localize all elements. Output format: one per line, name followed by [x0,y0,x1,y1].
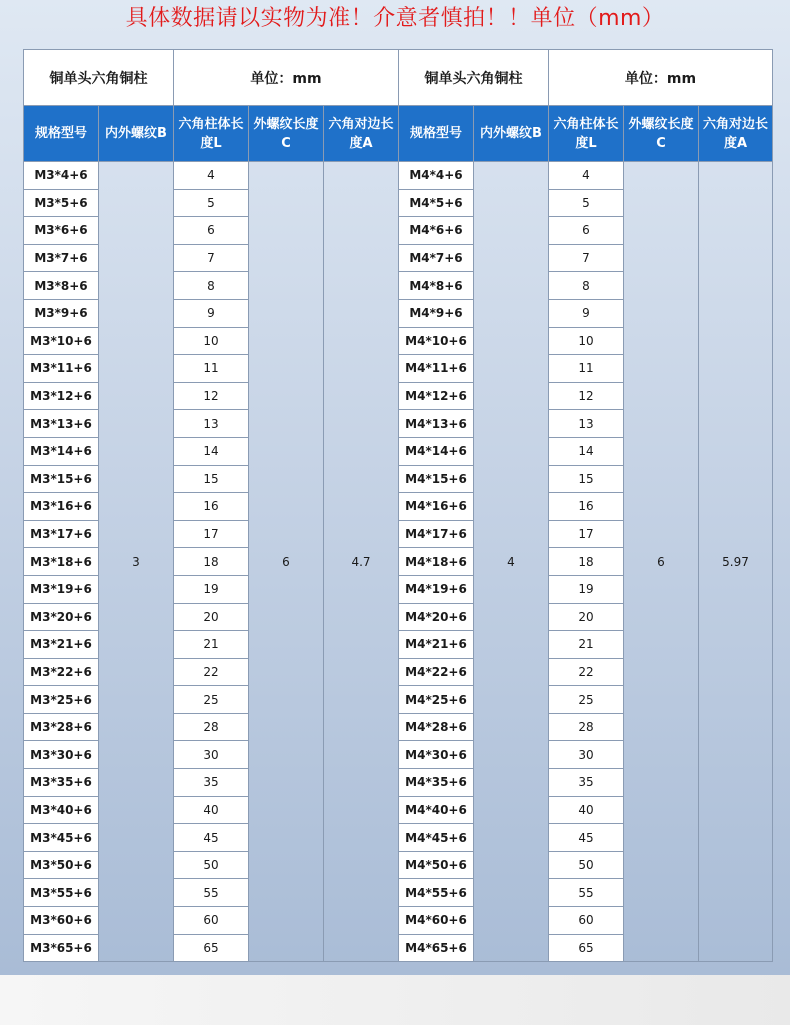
thread-c-cell: 6 [624,162,699,962]
model-cell: M4*8+6 [399,272,474,300]
right-unit-label: 单位：mm [549,50,773,106]
length-l-cell: 40 [174,796,249,824]
spec-table [23,49,773,962]
length-l-cell: 9 [174,299,249,327]
model-cell: M3*10+6 [24,327,99,355]
length-l-cell: 9 [549,299,624,327]
col-header-model: 规格型号 [399,106,474,162]
length-l-cell: 7 [174,244,249,272]
model-cell: M3*55+6 [24,879,99,907]
model-cell: M4*14+6 [399,437,474,465]
model-cell: M4*35+6 [399,769,474,797]
col-header-thread-b: 内外螺纹B [99,106,174,162]
table-title-row [24,50,773,106]
model-cell: M4*13+6 [399,410,474,438]
right-table-title: 铜单头六角铜柱 [399,50,549,106]
length-l-cell: 55 [174,879,249,907]
thread-b-cell: 3 [99,162,174,962]
model-cell: M4*25+6 [399,686,474,714]
col-header-length-l: 六角柱体长度L [174,106,249,162]
model-cell: M4*50+6 [399,851,474,879]
model-cell: M3*21+6 [24,631,99,659]
model-cell: M4*12+6 [399,382,474,410]
length-l-cell: 65 [174,934,249,962]
length-l-cell: 11 [549,355,624,383]
model-cell: M4*20+6 [399,603,474,631]
left-table-title: 铜单头六角铜柱 [24,50,174,106]
model-cell: M4*30+6 [399,741,474,769]
model-cell: M4*21+6 [399,631,474,659]
model-cell: M4*6+6 [399,217,474,245]
thread-b-cell: 4 [474,162,549,962]
model-cell: M3*35+6 [24,769,99,797]
model-cell: M3*4+6 [24,162,99,190]
col-header-hex-a: 六角对边长度A [699,106,773,162]
length-l-cell: 10 [174,327,249,355]
column-header-row [24,106,773,162]
length-l-cell: 60 [174,907,249,935]
notice-banner: 具体数据请以实物为准！介意者慎拍！！单位（mm） [125,6,665,31]
length-l-cell: 11 [174,355,249,383]
model-cell: M4*10+6 [399,327,474,355]
model-cell: M4*22+6 [399,658,474,686]
model-cell: M3*40+6 [24,796,99,824]
model-cell: M3*60+6 [24,907,99,935]
model-cell: M4*45+6 [399,824,474,852]
model-cell: M3*6+6 [24,217,99,245]
length-l-cell: 55 [549,879,624,907]
model-cell: M3*17+6 [24,520,99,548]
hex-a-cell: 5.97 [699,162,773,962]
length-l-cell: 30 [549,741,624,769]
model-cell: M3*19+6 [24,575,99,603]
length-l-cell: 17 [174,520,249,548]
model-cell: M3*14+6 [24,437,99,465]
model-cell: M3*45+6 [24,824,99,852]
length-l-cell: 6 [174,217,249,245]
length-l-cell: 18 [549,548,624,576]
length-l-cell: 15 [174,465,249,493]
col-header-length-l: 六角柱体长度L [549,106,624,162]
length-l-cell: 15 [549,465,624,493]
length-l-cell: 20 [549,603,624,631]
model-cell: M3*25+6 [24,686,99,714]
model-cell: M3*12+6 [24,382,99,410]
length-l-cell: 25 [549,686,624,714]
length-l-cell: 16 [549,493,624,521]
model-cell: M4*11+6 [399,355,474,383]
model-cell: M3*13+6 [24,410,99,438]
length-l-cell: 20 [174,603,249,631]
col-header-thread-b: 内外螺纹B [474,106,549,162]
length-l-cell: 14 [549,437,624,465]
model-cell: M4*65+6 [399,934,474,962]
model-cell: M4*40+6 [399,796,474,824]
model-cell: M4*9+6 [399,299,474,327]
length-l-cell: 4 [174,162,249,190]
length-l-cell: 65 [549,934,624,962]
model-cell: M3*30+6 [24,741,99,769]
length-l-cell: 21 [174,631,249,659]
hex-a-cell: 4.7 [324,162,399,962]
length-l-cell: 12 [549,382,624,410]
spec-table-body [24,162,773,962]
model-cell: M3*65+6 [24,934,99,962]
model-cell: M3*20+6 [24,603,99,631]
model-cell: M4*15+6 [399,465,474,493]
table-row [24,162,773,190]
model-cell: M3*9+6 [24,299,99,327]
col-header-model: 规格型号 [24,106,99,162]
length-l-cell: 28 [549,713,624,741]
model-cell: M3*16+6 [24,493,99,521]
length-l-cell: 12 [174,382,249,410]
length-l-cell: 22 [549,658,624,686]
length-l-cell: 45 [174,824,249,852]
left-unit-label: 单位：mm [174,50,399,106]
model-cell: M3*28+6 [24,713,99,741]
model-cell: M4*18+6 [399,548,474,576]
length-l-cell: 17 [549,520,624,548]
model-cell: M3*22+6 [24,658,99,686]
length-l-cell: 6 [549,217,624,245]
model-cell: M4*17+6 [399,520,474,548]
model-cell: M3*18+6 [24,548,99,576]
length-l-cell: 14 [174,437,249,465]
length-l-cell: 16 [174,493,249,521]
length-l-cell: 25 [174,686,249,714]
length-l-cell: 60 [549,907,624,935]
length-l-cell: 35 [549,769,624,797]
length-l-cell: 13 [174,410,249,438]
col-header-length-c: 外螺纹长度C [249,106,324,162]
length-l-cell: 50 [549,851,624,879]
model-cell: M4*28+6 [399,713,474,741]
length-l-cell: 30 [174,741,249,769]
length-l-cell: 35 [174,769,249,797]
model-cell: M4*60+6 [399,907,474,935]
length-l-cell: 10 [549,327,624,355]
length-l-cell: 19 [174,575,249,603]
model-cell: M3*11+6 [24,355,99,383]
length-l-cell: 13 [549,410,624,438]
model-cell: M4*4+6 [399,162,474,190]
length-l-cell: 18 [174,548,249,576]
model-cell: M4*7+6 [399,244,474,272]
length-l-cell: 22 [174,658,249,686]
col-header-hex-a: 六角对边长度A [324,106,399,162]
length-l-cell: 19 [549,575,624,603]
model-cell: M4*5+6 [399,189,474,217]
model-cell: M3*7+6 [24,244,99,272]
length-l-cell: 7 [549,244,624,272]
length-l-cell: 5 [174,189,249,217]
length-l-cell: 40 [549,796,624,824]
length-l-cell: 50 [174,851,249,879]
length-l-cell: 21 [549,631,624,659]
model-cell: M3*8+6 [24,272,99,300]
length-l-cell: 5 [549,189,624,217]
col-header-length-c: 外螺纹长度C [624,106,699,162]
length-l-cell: 4 [549,162,624,190]
model-cell: M3*50+6 [24,851,99,879]
length-l-cell: 8 [549,272,624,300]
model-cell: M3*5+6 [24,189,99,217]
model-cell: M3*15+6 [24,465,99,493]
length-l-cell: 45 [549,824,624,852]
model-cell: M4*16+6 [399,493,474,521]
length-l-cell: 8 [174,272,249,300]
model-cell: M4*19+6 [399,575,474,603]
model-cell: M4*55+6 [399,879,474,907]
bottom-strip [0,975,790,1025]
thread-c-cell: 6 [249,162,324,962]
length-l-cell: 28 [174,713,249,741]
